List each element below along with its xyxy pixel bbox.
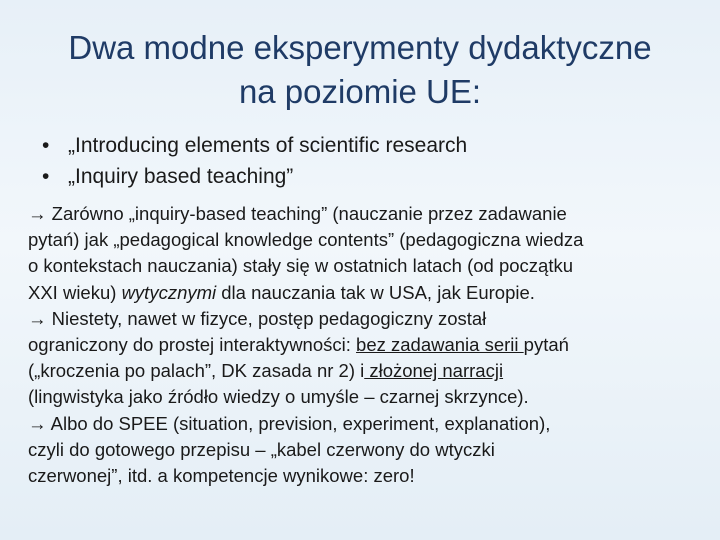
italic-term: wytycznymi xyxy=(121,281,217,303)
body-segment: pytań xyxy=(523,334,569,356)
title-line-2: na poziomie UE: xyxy=(238,73,482,110)
bullet-dot: • xyxy=(42,134,50,157)
body-line: → Zarówno „inquiry-based teaching” (nauczanie przez zadawanie xyxy=(28,203,567,224)
body-segment: dla nauczania tak w USA, jak Europie. xyxy=(216,281,535,303)
bullet-dot: • xyxy=(42,165,50,188)
body-line: → Albo do SPEE (situation, prevision, experiment, explanation), xyxy=(28,412,551,434)
body-line: czyli do gotowego przepisu – „kabel czerwony do wtyczki xyxy=(28,438,495,460)
bullet-item xyxy=(42,130,682,161)
body-line xyxy=(28,358,700,384)
body-line xyxy=(28,280,700,306)
bullet-text: „Inquiry based teaching” xyxy=(68,165,294,188)
body-segment: ograniczony do prostej interaktywności: xyxy=(28,334,357,356)
body-line: czerwonej”, itd. a kompetencje wynikowe: zero! xyxy=(28,465,415,487)
bullet-text: „Introducing elements of scientific research xyxy=(68,134,468,157)
body-segment: XXI wieku) xyxy=(28,281,122,303)
body-line xyxy=(28,332,700,358)
title-line-1: Dwa modne eksperymenty dydaktyczne xyxy=(68,29,652,66)
body-line: o kontekstach nauczania) stały się w ostatnich latach (od początku xyxy=(28,255,574,277)
body-text xyxy=(28,201,700,489)
body-segment: („kroczenia po palach”, DK zasada nr 2) i xyxy=(28,360,365,382)
slide-title xyxy=(20,26,700,114)
underlined-phrase: bez zadawania serii xyxy=(356,334,524,356)
body-line: pytań) jak „pedagogical knowledge contents” (pedagogiczna wiedza xyxy=(28,229,584,251)
bullet-item xyxy=(42,161,682,192)
underlined-phrase: złożonej narracji xyxy=(364,360,504,382)
bullet-list xyxy=(42,130,682,192)
body-line: → Niestety, nawet w fizyce, postęp pedagogiczny został xyxy=(28,307,487,329)
body-line: (lingwistyka jako źródło wiedzy o umyśle – czarnej skrzynce). xyxy=(28,386,529,408)
